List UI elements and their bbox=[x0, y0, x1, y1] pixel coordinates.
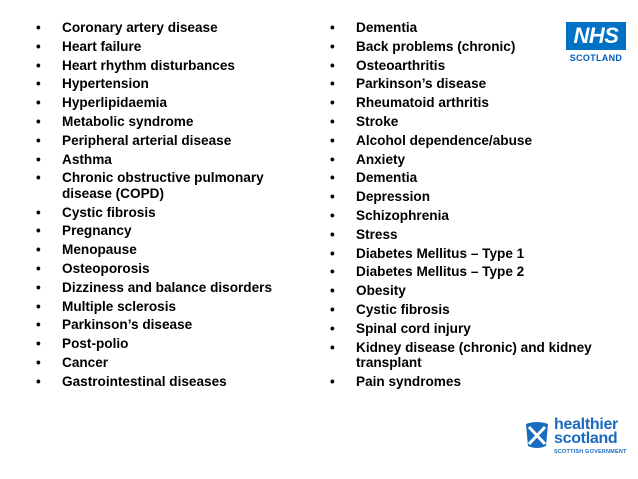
list-item bbox=[36, 280, 298, 296]
list-item bbox=[330, 20, 600, 36]
list-item-text: Pain syndromes bbox=[356, 373, 462, 389]
list-item bbox=[330, 170, 600, 186]
bullet-icon: • bbox=[36, 151, 41, 167]
list-item bbox=[36, 374, 298, 390]
list-item-text: Alcohol dependence/abuse bbox=[356, 132, 533, 148]
bullet-icon: • bbox=[330, 245, 335, 261]
list-item-text: Hypertension bbox=[62, 76, 149, 92]
list-item-text: Asthma bbox=[62, 151, 112, 167]
bullet-icon: • bbox=[36, 76, 41, 92]
list-item-text: Parkinson’s disease bbox=[356, 76, 487, 92]
list-item-text: Diabetes Mellitus – Type 1 bbox=[356, 245, 525, 261]
list-item bbox=[330, 321, 600, 337]
saltire-icon bbox=[524, 420, 550, 450]
bullet-icon: • bbox=[330, 132, 335, 148]
list-item-text: Gastrointestinal diseases bbox=[62, 373, 227, 389]
bullet-icon: • bbox=[36, 38, 41, 54]
list-item bbox=[36, 317, 298, 333]
bullet-icon: • bbox=[36, 242, 41, 258]
list-item bbox=[330, 95, 600, 111]
list-item-text: Heart failure bbox=[62, 38, 142, 54]
bullet-icon: • bbox=[36, 20, 41, 35]
nhs-logo-mark: NHS bbox=[566, 22, 626, 50]
list-item-text: Osteoporosis bbox=[62, 261, 150, 277]
bullet-icon: • bbox=[36, 204, 41, 220]
list-item bbox=[330, 114, 600, 130]
bullet-icon: • bbox=[36, 336, 41, 352]
bullet-icon: • bbox=[330, 57, 335, 73]
list-item bbox=[36, 152, 298, 168]
list-item bbox=[36, 39, 298, 55]
list-item-text: Hyperlipidaemia bbox=[62, 95, 168, 111]
bullet-icon: • bbox=[330, 95, 335, 111]
healthier-logo-line1: healthier bbox=[554, 416, 618, 433]
bullet-icon: • bbox=[330, 20, 335, 35]
bullet-icon: • bbox=[36, 223, 41, 239]
bullet-icon: • bbox=[36, 317, 41, 333]
bullet-icon: • bbox=[330, 320, 335, 336]
bullet-icon: • bbox=[330, 207, 335, 223]
list-item-text: Chronic obstructive pulmonary disease (COPD) bbox=[62, 170, 264, 201]
bullet-icon: • bbox=[36, 57, 41, 73]
list-item bbox=[36, 114, 298, 130]
bullet-icon: • bbox=[330, 189, 335, 205]
bullet-icon: • bbox=[36, 113, 41, 129]
list-item bbox=[36, 133, 298, 149]
list-item-text: Dementia bbox=[356, 170, 418, 186]
right-condition-list bbox=[330, 20, 600, 393]
list-item-text: Metabolic syndrome bbox=[62, 113, 194, 129]
bullet-icon: • bbox=[330, 76, 335, 92]
list-item bbox=[36, 336, 298, 352]
list-item bbox=[36, 76, 298, 92]
bullet-icon: • bbox=[36, 132, 41, 148]
bullet-icon: • bbox=[36, 261, 41, 277]
list-item bbox=[330, 58, 600, 74]
list-item-text: Back problems (chronic) bbox=[356, 38, 516, 54]
list-item bbox=[330, 374, 600, 390]
bullet-icon: • bbox=[36, 355, 41, 371]
list-item bbox=[330, 39, 600, 55]
list-item-text: Osteoarthritis bbox=[356, 57, 446, 73]
healthier-logo-line3: SCOTTISH GOVERNMENT bbox=[554, 449, 627, 455]
list-item-text: Depression bbox=[356, 189, 431, 205]
healthier-scotland-logo bbox=[524, 416, 630, 466]
bullet-icon: • bbox=[330, 301, 335, 317]
list-item-text: Pregnancy bbox=[62, 223, 132, 239]
list-item-text: Diabetes Mellitus – Type 2 bbox=[356, 264, 525, 280]
healthier-logo-line2: scotland bbox=[554, 430, 618, 447]
bullet-icon: • bbox=[330, 339, 335, 355]
list-item bbox=[36, 242, 298, 258]
list-item-text: Heart rhythm disturbances bbox=[62, 57, 235, 73]
bullet-icon: • bbox=[330, 226, 335, 242]
bullet-icon: • bbox=[330, 151, 335, 167]
bullet-icon: • bbox=[36, 298, 41, 314]
list-item-text: Kidney disease (chronic) and kidney transplant bbox=[356, 339, 592, 371]
list-item-text: Obesity bbox=[356, 283, 406, 299]
list-item bbox=[36, 299, 298, 315]
list-item bbox=[36, 20, 298, 36]
list-item bbox=[330, 208, 600, 224]
list-item bbox=[36, 355, 298, 371]
list-item-text: Dizziness and balance disorders bbox=[62, 279, 273, 295]
list-item bbox=[330, 264, 600, 280]
list-item-text: Stress bbox=[356, 226, 398, 242]
list-item bbox=[36, 170, 298, 201]
bullet-icon: • bbox=[330, 283, 335, 299]
bullet-icon: • bbox=[36, 373, 41, 389]
bullet-icon: • bbox=[36, 170, 41, 186]
list-item-text: Parkinson’s disease bbox=[62, 317, 193, 333]
list-item-text: Multiple sclerosis bbox=[62, 298, 177, 314]
list-item-text: Coronary artery disease bbox=[62, 20, 218, 35]
list-item-text: Spinal cord injury bbox=[356, 320, 471, 336]
list-item bbox=[36, 261, 298, 277]
list-item bbox=[330, 189, 600, 205]
list-item-text: Cancer bbox=[62, 355, 109, 371]
list-item-text: Dementia bbox=[356, 20, 418, 35]
list-item-text: Rheumatoid arthritis bbox=[356, 95, 489, 111]
nhs-logo-subtitle: SCOTLAND bbox=[569, 53, 623, 63]
bullet-icon: • bbox=[330, 38, 335, 54]
left-condition-list bbox=[36, 20, 298, 393]
list-item-text: Post-polio bbox=[62, 336, 129, 352]
list-item bbox=[330, 227, 600, 243]
list-item-text: Menopause bbox=[62, 242, 137, 258]
list-item bbox=[330, 246, 600, 262]
list-item bbox=[330, 340, 600, 371]
list-item bbox=[36, 223, 298, 239]
list-item-text: Stroke bbox=[356, 113, 399, 129]
bullet-icon: • bbox=[36, 95, 41, 111]
bullet-icon: • bbox=[330, 113, 335, 129]
list-item-text: Anxiety bbox=[356, 151, 406, 167]
list-item bbox=[330, 152, 600, 168]
list-item bbox=[330, 283, 600, 299]
bullet-icon: • bbox=[330, 373, 335, 389]
list-item bbox=[36, 58, 298, 74]
bullet-icon: • bbox=[36, 279, 41, 295]
list-item bbox=[36, 205, 298, 221]
bullet-icon: • bbox=[330, 264, 335, 280]
list-item-text: Peripheral arterial disease bbox=[62, 132, 232, 148]
bullet-icon: • bbox=[330, 170, 335, 186]
list-item bbox=[330, 76, 600, 92]
list-item-text: Schizophrenia bbox=[356, 207, 449, 223]
list-item bbox=[330, 133, 600, 149]
list-item bbox=[36, 95, 298, 111]
list-item-text: Cystic fibrosis bbox=[356, 301, 450, 317]
list-item-text: Cystic fibrosis bbox=[62, 204, 156, 220]
nhs-scotland-logo bbox=[566, 22, 626, 68]
list-item bbox=[330, 302, 600, 318]
